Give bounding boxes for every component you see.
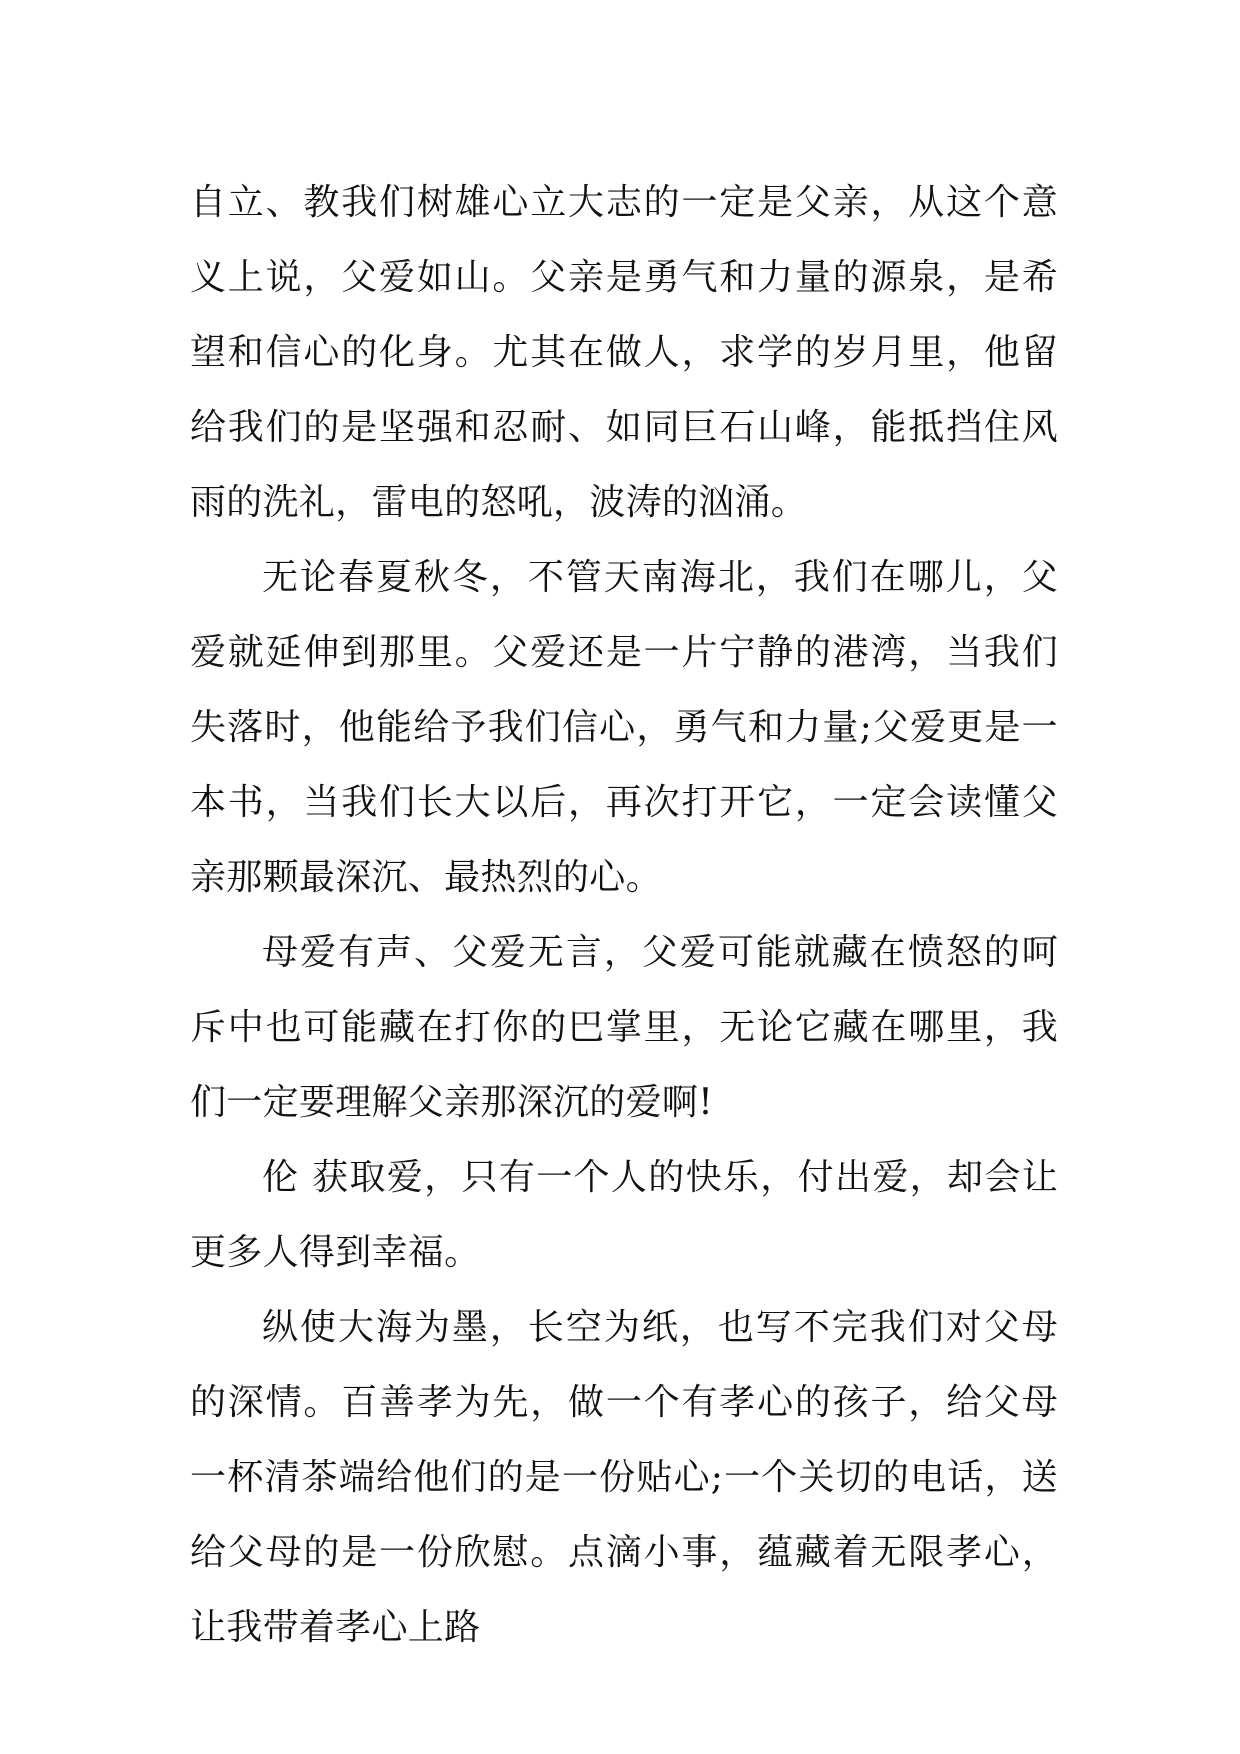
paragraph-5: 纵使大海为墨，长空为纸，也写不完我们对父母的深情。百善孝为先，做一个有孝心的孩子，给父母一杯清茶端给他们的是一份贴心;一个关切的电话，送给父母的是一份欣慰。点滴小事，蕴藏着无限孝心，让我带着孝心上路 [190,1307,1058,1648]
document-body [190,165,1058,1665]
paragraph-1: 自立、教我们树雄心立大志的一定是父亲，从这个意义上说，父爱如山。父亲是勇气和力量的源泉，是希望和信心的化身。尤其在做人，求学的岁月里，他留给我们的是坚强和忍耐、如同巨石山峰，能抵挡住风雨的洗礼，雷电的怒吼，波涛的汹涌。 [190,182,1058,523]
paragraph-2: 无论春夏秋冬，不管天南海北，我们在哪儿，父爱就延伸到那里。父爱还是一片宁静的港湾，当我们失落时，他能给予我们信心，勇气和力量;父爱更是一本书，当我们长大以后，再次打开它，一定会读懂父亲那颗最深沉、最热烈的心。 [190,557,1058,898]
paragraph-4: 伦 获取爱，只有一个人的快乐，付出爱，却会让更多人得到幸福。 [190,1157,1058,1273]
paragraph-3: 母爱有声、父爱无言，父爱可能就藏在愤怒的呵斥中也可能藏在打你的巴掌里，无论它藏在哪里，我们一定要理解父亲那深沉的爱啊! [190,932,1058,1123]
